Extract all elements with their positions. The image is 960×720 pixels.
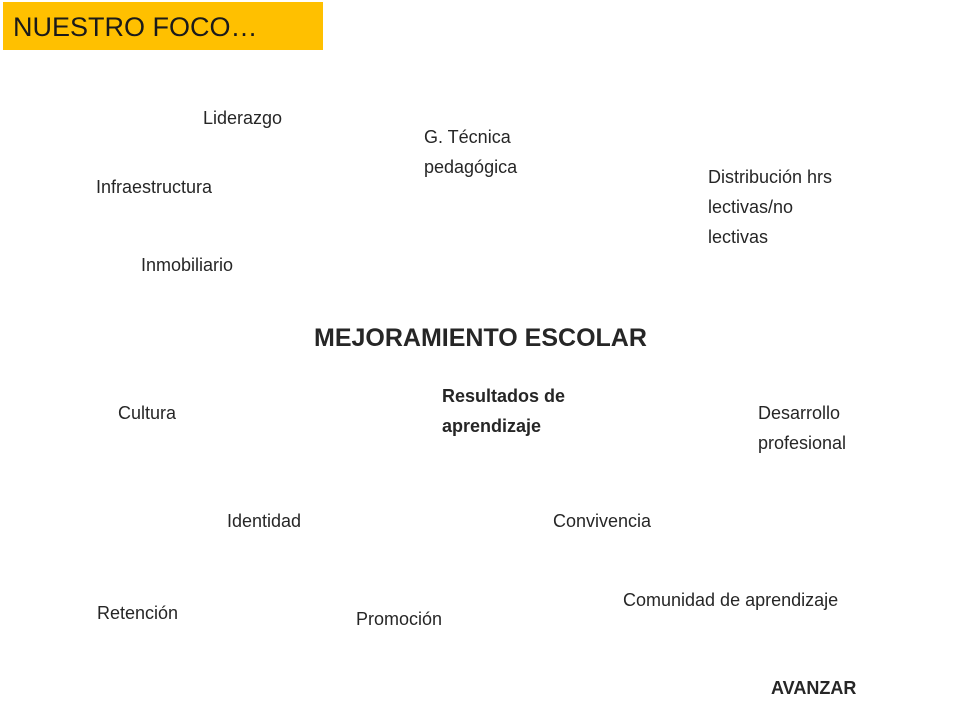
item-inmobiliario: Inmobiliario <box>141 255 234 275</box>
item-cultura: Cultura <box>118 403 177 423</box>
item-identidad: Identidad <box>227 511 302 531</box>
item-infraestructura: Infraestructura <box>96 177 213 197</box>
item-convivencia: Convivencia <box>553 511 652 531</box>
avanzar-button[interactable]: AVANZAR <box>771 678 857 698</box>
item-liderazgo: Liderazgo <box>203 108 283 128</box>
page-title: NUESTRO FOCO… <box>13 12 258 42</box>
item-desarrollo-profesional: Desarrollo profesional <box>758 403 847 453</box>
item-distribucion-horas: Distribución hrs lectivas/no lectivas <box>708 167 833 247</box>
title-banner <box>3 2 323 50</box>
item-comunidad-aprendizaje: Comunidad de aprendizaje <box>623 590 839 610</box>
central-topic: MEJORAMIENTO ESCOLAR <box>314 324 647 352</box>
item-tecnica-pedagogica: G. Técnica pedagógica <box>424 127 518 177</box>
item-resultados-aprendizaje: Resultados de aprendizaje <box>442 386 566 436</box>
item-retencion: Retención <box>97 603 179 623</box>
item-promocion: Promoción <box>356 609 443 629</box>
